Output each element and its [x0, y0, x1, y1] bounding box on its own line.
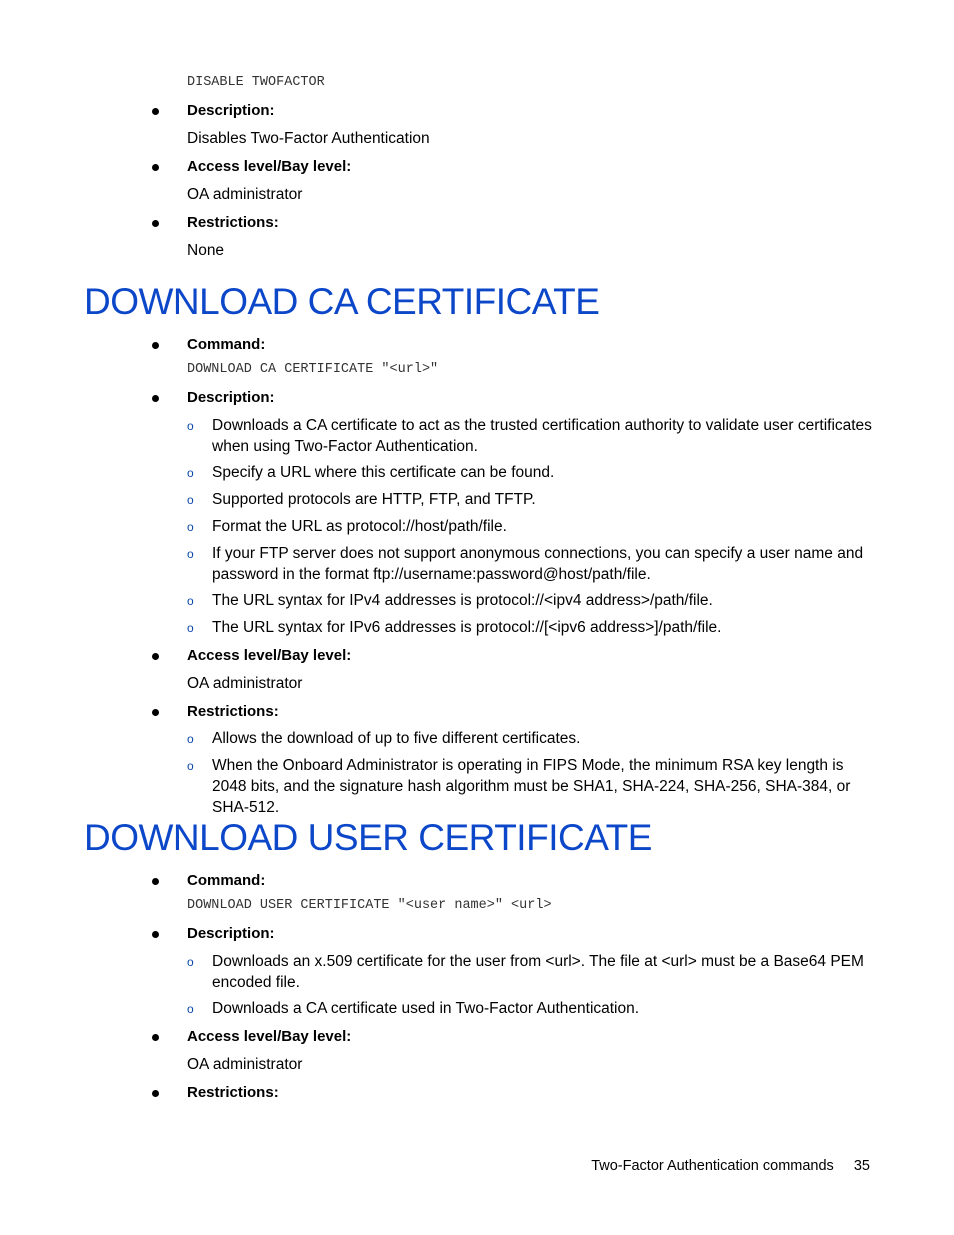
- section-heading-user: DOWNLOAD USER CERTIFICATE: [84, 817, 652, 858]
- bullet: [152, 1034, 159, 1041]
- restrictions-label: Restrictions:: [187, 214, 279, 231]
- sub-bullet: o: [187, 1002, 194, 1016]
- list-item: The URL syntax for IPv6 addresses is protocol://[<ipv6 address>]/path/file.: [212, 619, 722, 636]
- command-label: Command:: [187, 336, 266, 353]
- list-item: Supported protocols are HTTP, FTP, and TFTP.: [212, 491, 536, 508]
- bullet: [152, 108, 159, 115]
- access-text: OA administrator: [187, 186, 303, 203]
- page-number: 35: [853, 1158, 870, 1174]
- description-text: Disables Two-Factor Authentication: [187, 130, 430, 147]
- sub-bullet: o: [187, 621, 194, 635]
- sub-bullet: o: [187, 759, 194, 773]
- description-label: Description:: [187, 102, 275, 119]
- list-item: Downloads a CA certificate to act as the trusted certification authority to validate user certificates when using Two-Factor Authentication.: [212, 417, 872, 455]
- bullet: [152, 220, 159, 227]
- sub-bullet: o: [187, 466, 194, 480]
- command-code: DOWNLOAD USER CERTIFICATE "<user name>" <url>: [187, 898, 552, 913]
- bullet: [152, 342, 159, 349]
- list-item: Format the URL as protocol://host/path/file.: [212, 518, 507, 535]
- bullet: [152, 395, 159, 402]
- list-item: The URL syntax for IPv4 addresses is protocol://<ipv4 address>/path/file.: [212, 592, 713, 609]
- list-item: When the Onboard Administrator is operating in FIPS Mode, the minimum RSA key length is 2048 bits, and the signature hash algorithm must be SHA1, SHA-224, SHA-256, SHA-384, or SHA-512.: [212, 757, 851, 816]
- access-text: OA administrator: [187, 1056, 303, 1073]
- description-label: Description:: [187, 925, 275, 942]
- bullet: [152, 1090, 159, 1097]
- bullet: [152, 653, 159, 660]
- access-text: OA administrator: [187, 675, 303, 692]
- sub-bullet: o: [187, 493, 194, 507]
- list-item: Downloads a CA certificate used in Two-Factor Authentication.: [212, 1000, 640, 1017]
- list-item: Allows the download of up to five different certificates.: [212, 730, 581, 747]
- command-code: DOWNLOAD CA CERTIFICATE "<url>": [187, 362, 439, 377]
- list-item: Specify a URL where this certificate can be found.: [212, 464, 555, 481]
- list-item: If your FTP server does not support anonymous connections, you can specify a user name and password in the format ftp://username:password@host/path/file.: [212, 545, 864, 583]
- sub-bullet: o: [187, 547, 194, 561]
- access-label: Access level/Bay level:: [187, 647, 352, 664]
- restrictions-label: Restrictions:: [187, 1084, 279, 1101]
- sub-bullet: o: [187, 520, 194, 534]
- access-label: Access level/Bay level:: [187, 1028, 352, 1045]
- sub-bullet: o: [187, 594, 194, 608]
- list-item: Downloads an x.509 certificate for the user from <url>. The file at <url> must be a Base64 PEM encoded file.: [212, 953, 864, 991]
- restrictions-label: Restrictions:: [187, 703, 279, 720]
- sub-bullet: o: [187, 732, 194, 746]
- bullet: [152, 709, 159, 716]
- page-footer: [591, 1158, 870, 1174]
- sub-bullet: o: [187, 955, 194, 969]
- section-heading-ca: DOWNLOAD CA CERTIFICATE: [84, 281, 600, 322]
- bullet: [152, 878, 159, 885]
- command-label: Command:: [187, 872, 266, 889]
- description-label: Description:: [187, 389, 275, 406]
- restrictions-text: None: [187, 242, 225, 259]
- sub-bullet: o: [187, 419, 194, 433]
- footer-section-title: Two-Factor Authentication commands: [591, 1158, 834, 1174]
- access-label: Access level/Bay level:: [187, 158, 352, 175]
- bullet: [152, 931, 159, 938]
- bullet: [152, 164, 159, 171]
- command-code: DISABLE TWOFACTOR: [187, 75, 325, 90]
